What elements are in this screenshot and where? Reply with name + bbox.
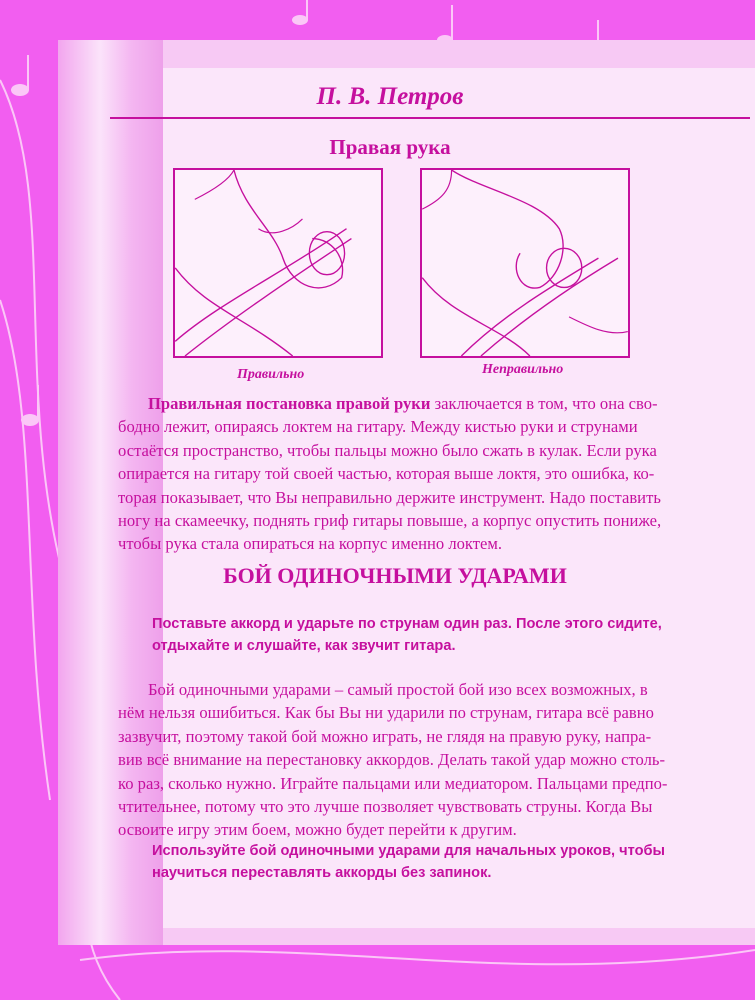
- paragraph-line: торая показывает, что Вы неправильно держите инструмент. Надо поставить: [118, 487, 661, 507]
- paragraph-line: Правильная постановка правой руки заключается в том, что она сво-: [148, 394, 658, 413]
- correct-caption: Правильно: [237, 367, 305, 382]
- paragraph-line: бодно лежит, опираясь локтем на гитару. Между кистью руки и струнами: [118, 417, 638, 437]
- paragraph-line: опирается на гитару той своей частью, которая выше локтя, это ошибка, ко-: [118, 464, 655, 484]
- paragraph-line: чтобы рука стала опираться на корпус именно локтем.: [118, 534, 503, 554]
- correct-hand-position-image: [173, 168, 383, 358]
- paragraph-lead: Правильная постановка правой руки: [148, 394, 431, 413]
- paragraph-line: нём нельзя ошибиться. Как бы Вы ни ударили по струнам, гитара всё равно: [118, 703, 654, 723]
- title-rule: [110, 117, 750, 119]
- paragraph-right-hand: [118, 392, 678, 556]
- paragraph-line: вив всё внимание на перестановку аккордов. Делать такой удар можно столь-: [118, 750, 665, 770]
- tip-box-1: [152, 613, 672, 657]
- paragraph-line: зазвучит, поэтому такой бой можно играть, не глядя на правую руку, напра-: [118, 726, 652, 746]
- section-title: Правая рука: [329, 135, 451, 159]
- incorrect-caption: Неправильно: [482, 362, 564, 377]
- tip-line: Поставьте аккорд и ударьте по струнам один раз. После этого сидите,: [152, 616, 662, 632]
- tip-line: Используйте бой одиночными ударами для начальных уроков, чтобы: [152, 843, 665, 859]
- author-name: П. В. Петров: [316, 83, 464, 110]
- paragraph-single-strokes: [118, 678, 678, 842]
- paragraph-line: чтительнее, потому что это лучше позволяет чувствовать струны. Когда Вы: [118, 797, 653, 817]
- tip-line: отдыхайте и слушайте, как звучит гитара.: [152, 638, 456, 654]
- paragraph-line: остаётся пространство, чтобы пальцы можно было сжать в кулак. Если рука: [118, 440, 657, 460]
- paragraph-line: ко раз, сколько нужно. Играйте пальцами или медиатором. Пальцами предпо-: [118, 773, 668, 793]
- tip-line: научиться переставлять аккорды без запинок.: [152, 865, 492, 881]
- section-heading: БОЙ ОДИНОЧНЫМИ УДАРАМИ: [223, 563, 567, 588]
- incorrect-hand-position-image: [420, 168, 630, 358]
- paragraph-line: ногу на скамеечку, поднять гриф гитары повыше, а корпус опустить пониже,: [118, 511, 662, 531]
- paragraph-line: Бой одиночными ударами – самый простой бой изо всех возможных, в: [148, 680, 648, 699]
- paragraph-line: освоите игру этим боем, можно будет перейти к другим.: [118, 820, 517, 840]
- tip-box-2: [152, 840, 672, 884]
